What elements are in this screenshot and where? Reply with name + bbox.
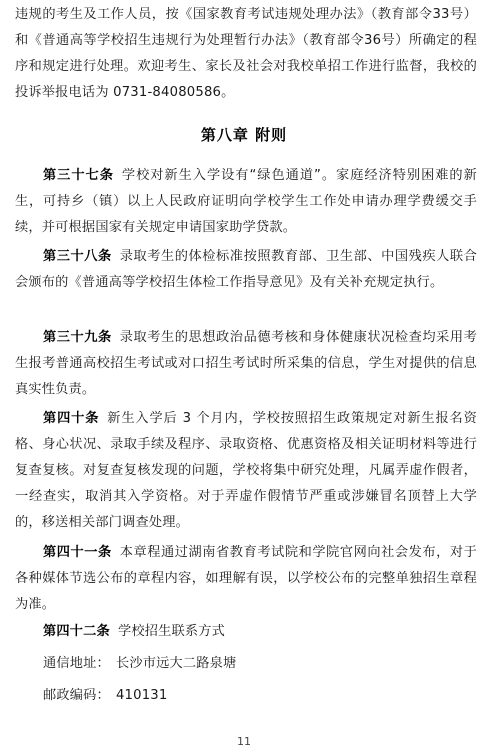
contact-address xyxy=(15,651,477,677)
article-text: 新生入学后 3 个月内，学校按照招生政策规定对新生报名资格、身心状况、录取手续及程序、录取资格、优惠资格及相关证明材料等进行复查复核。对复查复核发现的问题，学校将集中研究处理，凡属弄虚作假者，一经查实，取消其入学资格。对于弄虚作假情节严重或涉嫌冒名顶替上大学的，移送相关部门调查处理。 xyxy=(15,411,477,530)
article-38 xyxy=(15,244,477,296)
article-text: 本章程通过湖南省教育考试院和学院官网向社会发布，对于各种媒体节选公布的章程内容，如理解有误，以学校公布的完整单独招生章程为准。 xyxy=(15,545,478,612)
article-text: 学校招生联系方式 xyxy=(117,624,226,639)
top-paragraph: 违规的考生及工作人员，按《国家教育考试违规处理办法》（教育部令33号）和《普通高等学校招生违规行为处理暂行办法》（教育部令36号）所确定的程序和规定进行处理。欢迎考生、家长及社会对我校单招工作进行监督，我校的投诉举报电话为 0731-84080586。 xyxy=(15,7,477,100)
page-number: 11 xyxy=(237,735,251,748)
article-label: 第四十二条 xyxy=(43,624,110,639)
article-label: 第三十七条 xyxy=(43,168,114,183)
contact-value: 410131 xyxy=(115,688,168,703)
article-text: 录取考生的思想政治品德考核和身体健康状况检查均采用考生报考普通高校招生考试或对口招生考试时所采集的信息，学生对提供的信息真实性负责。 xyxy=(15,330,478,397)
article-text: 录取考生的体检标准按照教育部、卫生部、中国残疾人联合会颁布的《普通高等学校招生体检工作指导意见》及有关补充规定执行。 xyxy=(15,249,478,290)
article-label: 第四十条 xyxy=(43,411,100,426)
article-label: 第三十八条 xyxy=(43,249,112,264)
contact-label: 邮政编码： xyxy=(43,688,110,703)
article-41 xyxy=(15,540,477,618)
article-39 xyxy=(15,325,477,403)
article-label: 第四十一条 xyxy=(43,545,112,560)
chapter-title: 第八章 附则 xyxy=(200,126,288,144)
article-37 xyxy=(15,163,477,241)
contact-postcode xyxy=(15,683,477,709)
article-text: 学校对新生入学设有“绿色通道”。家庭经济特别困难的新生，可持乡（镇）以上人民政府证明向学校学生工作处申请办理学费缓交手续，并可根据国家有关规定申请国家助学贷款。 xyxy=(15,168,477,235)
article-40 xyxy=(15,406,477,536)
article-42 xyxy=(15,619,477,645)
article-label: 第三十九条 xyxy=(43,330,112,345)
contact-value: 长沙市远大二路泉塘 xyxy=(115,656,237,671)
contact-label: 通信地址： xyxy=(43,656,110,671)
